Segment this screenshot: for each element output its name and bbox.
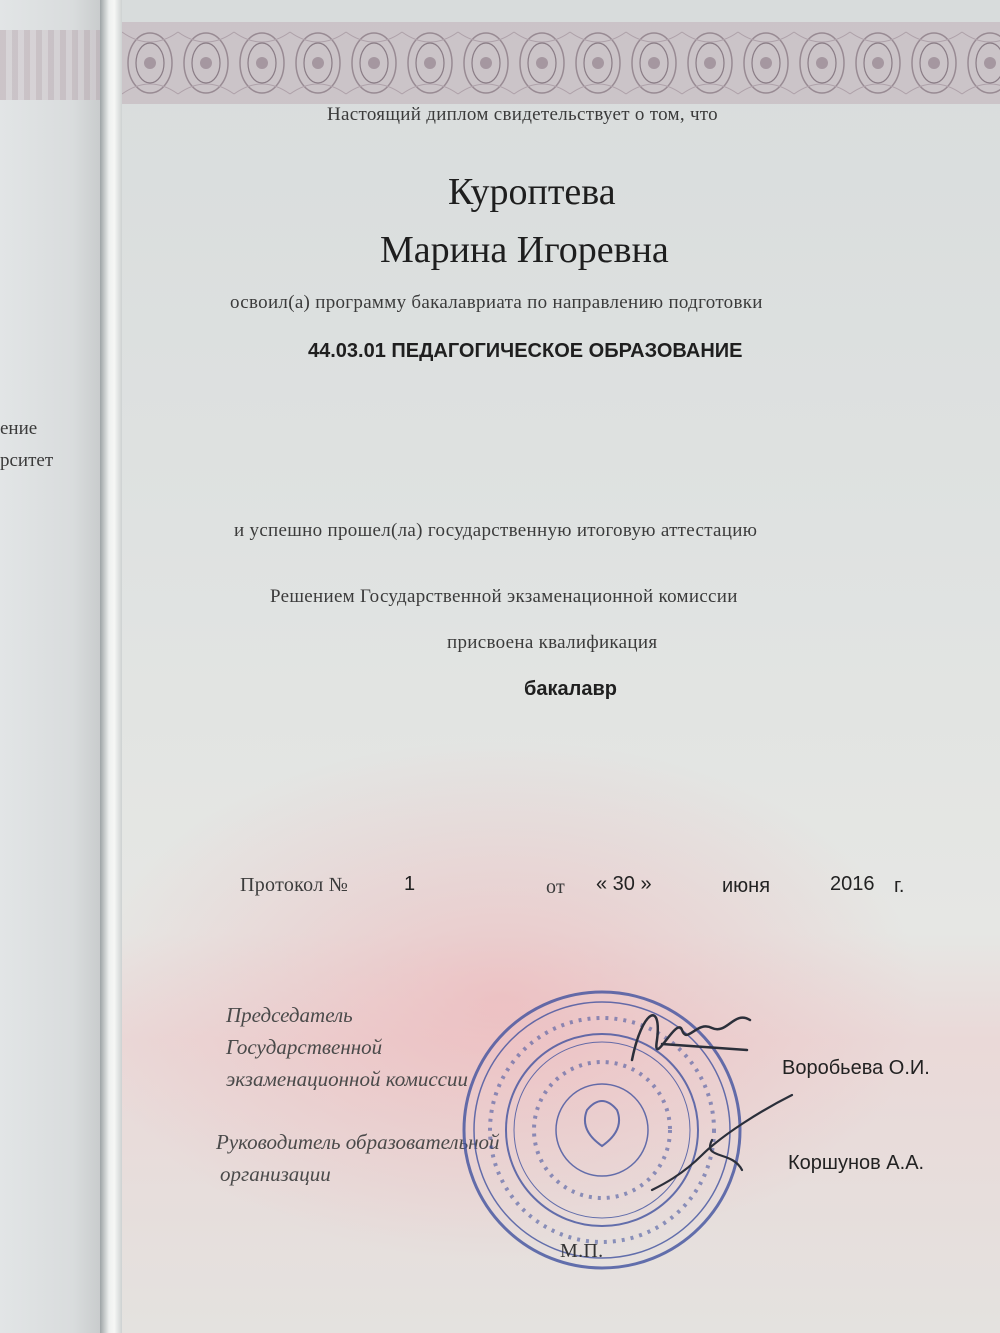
program-line: освоил(а) программу бакалавриата по направлению подготовки [230,292,763,313]
date-from-label: от [546,876,566,898]
guilloche-ornament [122,22,1000,104]
protocol-label: Протокол № [240,874,349,896]
program-title: 44.03.01 ПЕДАГОГИЧЕСКОЕ ОБРАЗОВАНИЕ [308,340,743,362]
graduate-surname: Куроптева [448,171,616,213]
head-title-2: организации [220,1162,331,1186]
left-page-text-1: ение [0,418,38,439]
date-year: 2016 [830,873,875,895]
attestation-line: и успешно прошел(ла) государственную итоговую аттестацию [234,520,758,541]
chair-title-2: Государственной [226,1035,383,1059]
diploma-page [122,0,1000,1333]
assigned-line: присвоена квалификация [447,632,658,653]
qualification: бакалавр [524,678,617,700]
chair-signatory-name: Воробьева О.И. [782,1057,930,1079]
head-title-1: Руководитель образовательной [216,1130,500,1154]
intro-text: Настоящий диплом свидетельствует о том, что [327,104,718,125]
left-page [0,0,104,1333]
head-signatory-name: Коршунов А.А. [788,1152,925,1174]
chair-title-3: экзаменационной комиссии [226,1067,468,1091]
date-day: « 30 » [596,873,652,895]
date-suffix: г. [894,875,905,897]
head-signature [642,1090,802,1200]
stamp-place-label: М.П. [560,1240,604,1262]
decision-line: Решением Государственной экзаменационной комиссии [270,586,738,607]
chair-title-1: Председатель [226,1003,353,1027]
left-page-text-2: рситет [0,450,54,471]
left-page-ornament [0,30,104,100]
chair-signature [622,1000,762,1080]
graduate-name: Марина Игоревна [380,229,669,271]
protocol-number: 1 [404,873,416,895]
date-month: июня [722,875,771,897]
